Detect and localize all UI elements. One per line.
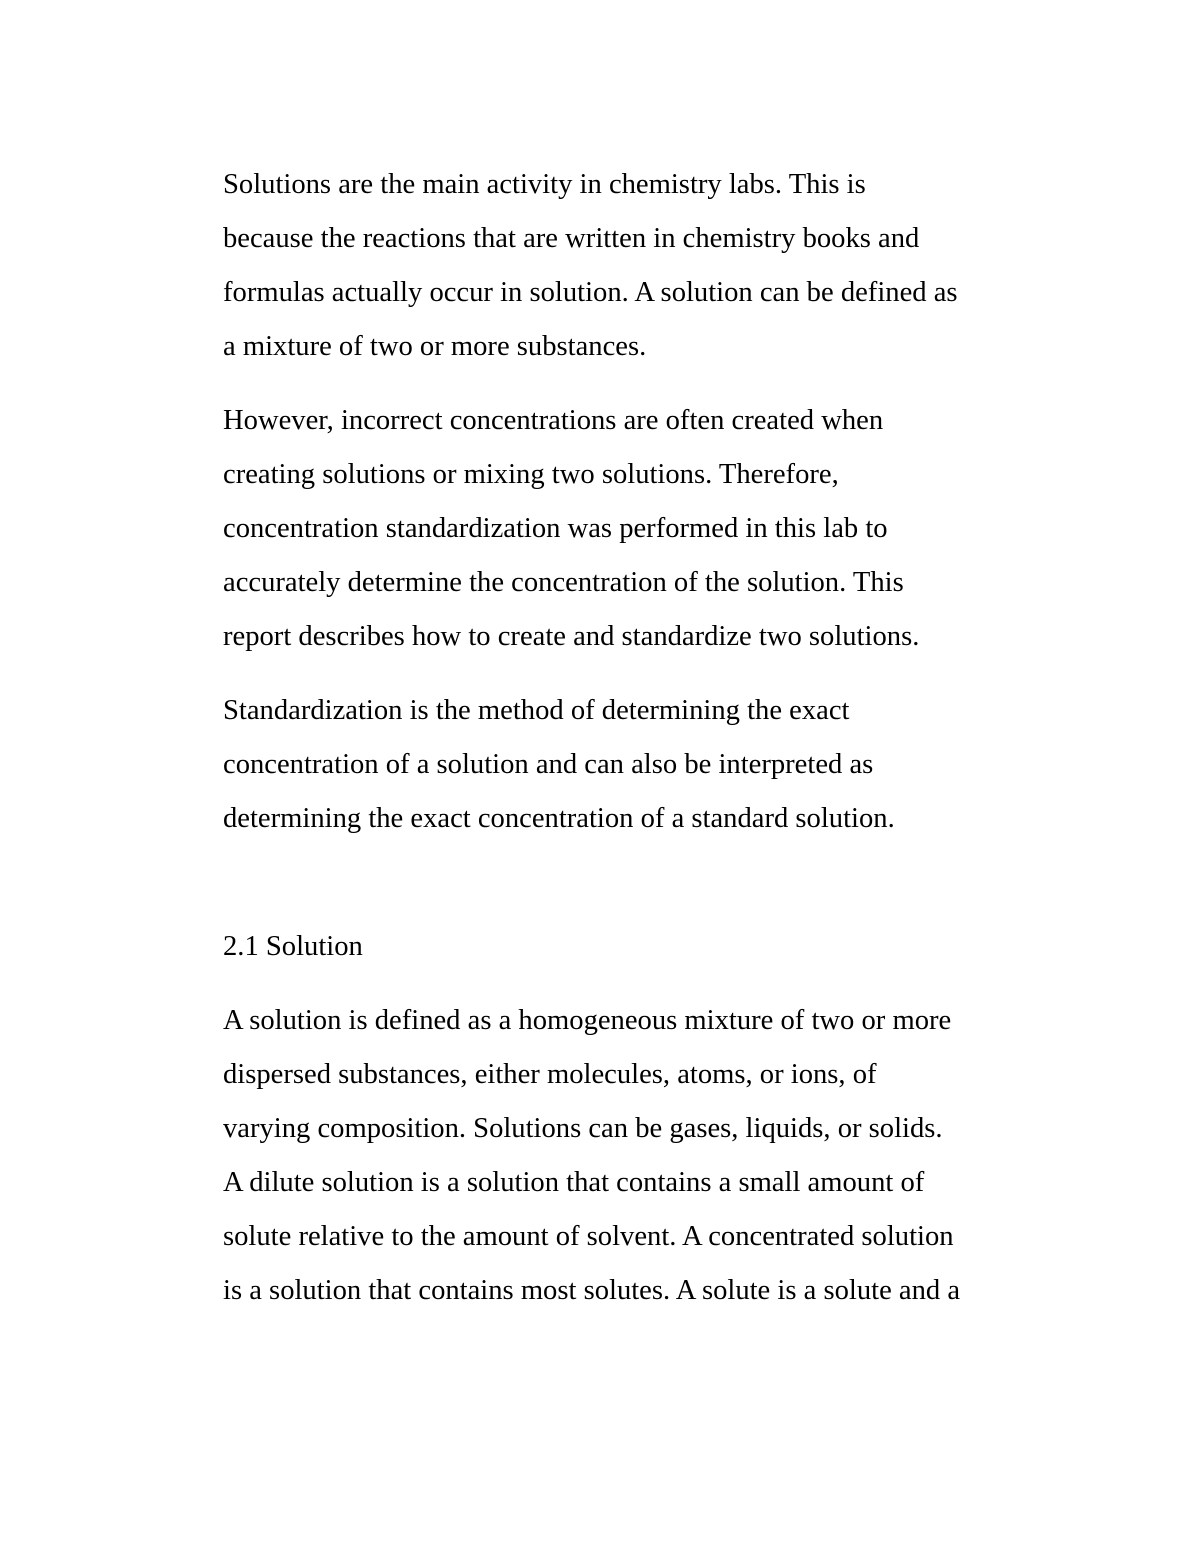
section-heading: 2.1 Solution: [223, 931, 363, 962]
paragraph-intro-1: [223, 158, 1053, 374]
text-line: concentration of a solution and can also be interpreted as: [223, 749, 874, 780]
text-line: A dilute solution is a solution that contains a small amount of: [223, 1167, 925, 1198]
paragraph-intro-3: [223, 684, 1053, 846]
text-line: varying composition. Solutions can be gases, liquids, or solids.: [223, 1113, 943, 1144]
section-spacer: [223, 846, 1053, 920]
text-line: because the reactions that are written in chemistry books and: [223, 223, 920, 254]
text-line: concentration standardization was performed in this lab to: [223, 513, 888, 544]
text-line: creating solutions or mixing two solutions. Therefore,: [223, 459, 839, 490]
text-line: accurately determine the concentration of the solution. This: [223, 567, 904, 598]
text-line: a mixture of two or more substances.: [223, 331, 647, 362]
text-line: determining the exact concentration of a standard solution.: [223, 803, 895, 834]
paragraph-intro-2: [223, 394, 1053, 664]
text-line: is a solution that contains most solutes. A solute is a solute and a: [223, 1275, 961, 1306]
paragraph-section-solution: [223, 994, 1053, 1318]
text-line: A solution is defined as a homogeneous mixture of two or more: [223, 1005, 952, 1036]
text-line: However, incorrect concentrations are often created when: [223, 405, 884, 436]
text-line: Standardization is the method of determining the exact: [223, 695, 850, 726]
text-line: dispersed substances, either molecules, atoms, or ions, of: [223, 1059, 877, 1090]
text-line: formulas actually occur in solution. A solution can be defined as: [223, 277, 958, 308]
text-line: solute relative to the amount of solvent. A concentrated solution: [223, 1221, 954, 1252]
document-body: [223, 158, 1053, 1318]
text-line: Solutions are the main activity in chemistry labs. This is: [223, 169, 866, 200]
text-line: report describes how to create and standardize two solutions.: [223, 621, 920, 652]
